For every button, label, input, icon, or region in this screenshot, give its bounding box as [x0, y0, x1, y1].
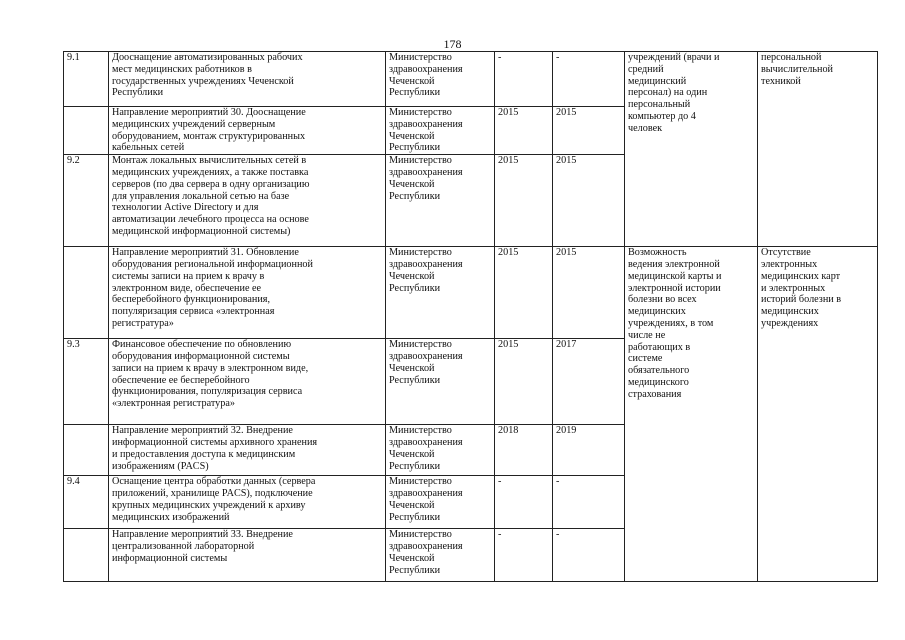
problem-description: персональной вычислительной техникой	[758, 52, 878, 247]
start-year: -	[495, 476, 553, 529]
executor: Министерство здравоохранения Чеченской Республики	[386, 339, 495, 425]
executor: Министерство здравоохранения Чеченской Республики	[386, 52, 495, 107]
end-year: -	[553, 529, 625, 582]
executor: Министерство здравоохранения Чеченской Республики	[386, 476, 495, 529]
page-number: 178	[443, 37, 462, 51]
table-row	[64, 52, 878, 107]
start-year: 2015	[495, 339, 553, 425]
row-number: 9.3	[64, 339, 109, 425]
end-year: -	[553, 52, 625, 107]
start-year: -	[495, 52, 553, 107]
measure-title: Направление мероприятий 31. Обновление оборудования региональной информационной системы записи на прием к врачу в электронном виде, обеспечение ее бесперебойного функционирования, популяризация сервиса «электронная регистратура»	[109, 247, 386, 339]
measure-title: Оснащение центра обработки данных (сервера приложений, хранилище PACS), подключение крупных медицинских учреждений к архиву медицинских изображений	[109, 476, 386, 529]
row-number	[64, 529, 109, 582]
expected-result: Возможность ведения электронной медицинской карты и электронной истории болезни во всех медицинских учреждениях, в том числе не работающих в системе обязательного медицинского страхования	[625, 247, 758, 582]
executor: Министерство здравоохранения Чеченской Республики	[386, 529, 495, 582]
measures-table	[63, 51, 878, 582]
start-year: -	[495, 529, 553, 582]
row-number	[64, 425, 109, 476]
row-number: 9.4	[64, 476, 109, 529]
measure-title: Монтаж локальных вычислительных сетей в медицинских учреждениях, а также поставка серверов (по два сервера в одну организацию для управления локальной сетью на базе технологии Active Directory и для автоматизации лечебного процесса на основе медицинской информационной системы)	[109, 155, 386, 247]
start-year: 2015	[495, 155, 553, 247]
measure-title: Дооснащение автоматизированных рабочих мест медицинских работников в государственных учреждениях Чеченской Республики	[109, 52, 386, 107]
row-number: 9.2	[64, 155, 109, 247]
end-year: 2015	[553, 107, 625, 155]
row-number	[64, 247, 109, 339]
table-row	[64, 247, 878, 339]
end-year: 2017	[553, 339, 625, 425]
measure-title: Финансовое обеспечение по обновлению оборудования информационной системы записи на прием к врачу в электронном виде, обеспечение ее бесперебойного функционирования, популяризация сервиса «электронная регистратура»	[109, 339, 386, 425]
executor: Министерство здравоохранения Чеченской Республики	[386, 425, 495, 476]
measure-title: Направление мероприятий 30. Дооснащение медицинских учреждений серверным оборудованием, монтаж структурированных кабельных сетей	[109, 107, 386, 155]
end-year: -	[553, 476, 625, 529]
expected-result: учреждений (врачи и средний медицинский персонал) на один персональный компьютер до 4 человек	[625, 52, 758, 247]
executor: Министерство здравоохранения Чеченской Республики	[386, 155, 495, 247]
end-year: 2019	[553, 425, 625, 476]
start-year: 2018	[495, 425, 553, 476]
end-year: 2015	[553, 155, 625, 247]
problem-description: Отсутствие электронных медицинских карт и электронных историй болезни в медицинских учреждениях	[758, 247, 878, 582]
executor: Министерство здравоохранения Чеченской Республики	[386, 107, 495, 155]
start-year: 2015	[495, 247, 553, 339]
measure-title: Направление мероприятий 33. Внедрение централизованной лабораторной информационной системы	[109, 529, 386, 582]
row-number: 9.1	[64, 52, 109, 107]
measure-title: Направление мероприятий 32. Внедрение информационной системы архивного хранения и предоставления доступа к медицинским изображениям (PACS)	[109, 425, 386, 476]
start-year: 2015	[495, 107, 553, 155]
end-year: 2015	[553, 247, 625, 339]
executor: Министерство здравоохранения Чеченской Республики	[386, 247, 495, 339]
row-number	[64, 107, 109, 155]
